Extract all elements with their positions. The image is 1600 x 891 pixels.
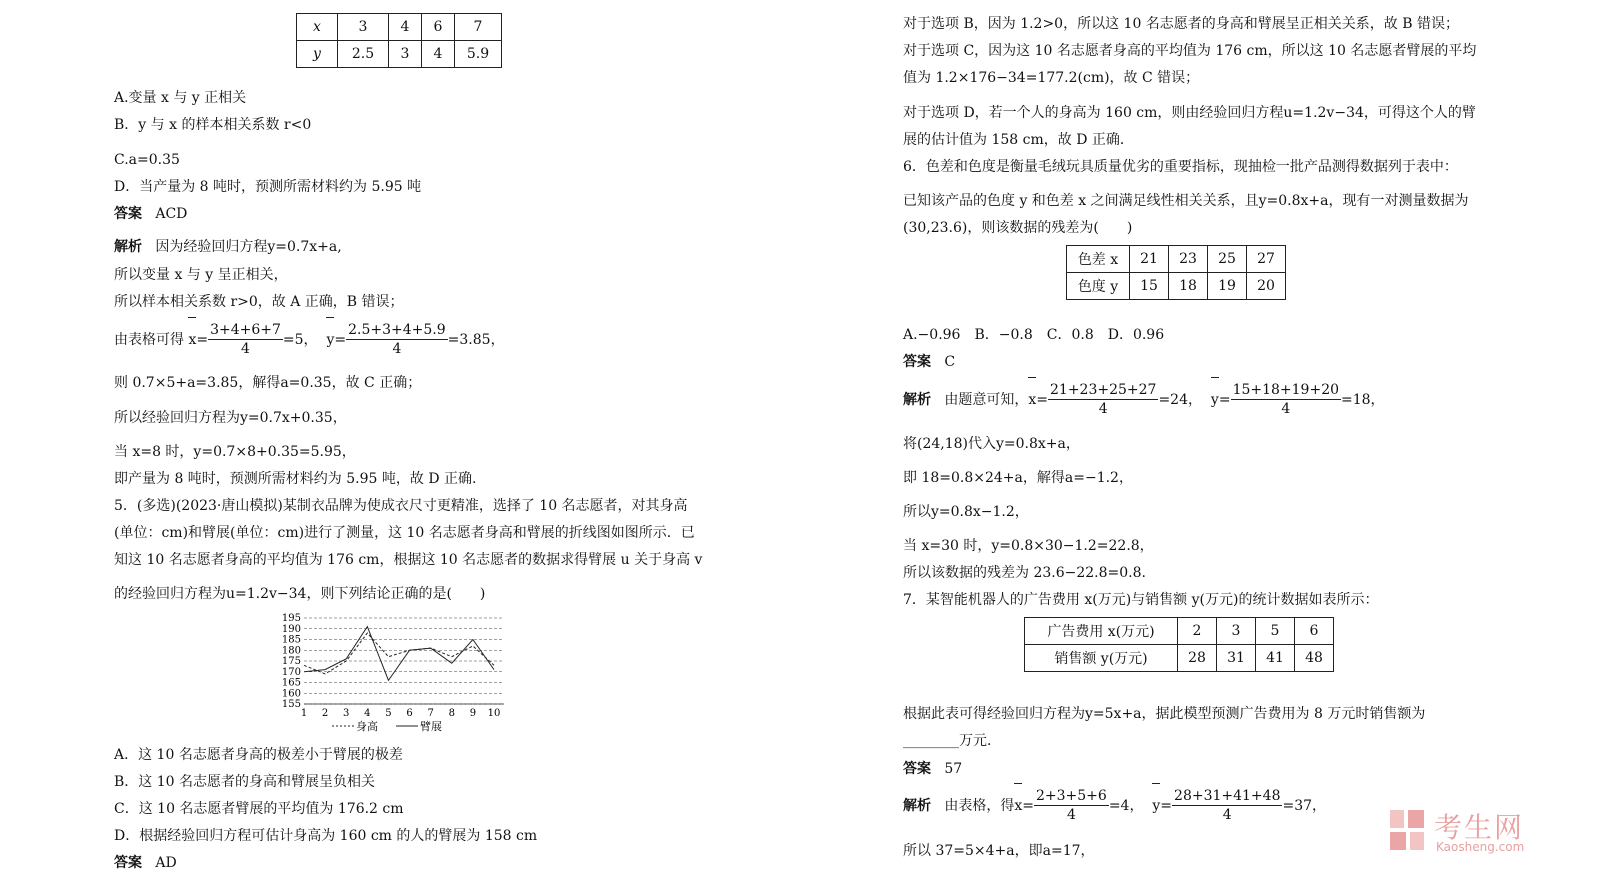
fraction [208, 321, 283, 358]
y-tick-label: 180 [281, 645, 301, 657]
answer-label: 答案 [903, 354, 931, 370]
q6-analysis-line-5: 当 x=30 时，y=0.8×30−1.2=22.8， [903, 538, 1154, 554]
table-cell: 48 [1295, 645, 1334, 672]
fraction-numerator: 21+23+25+27 [1050, 381, 1157, 398]
analysis-line-6: 所以经验回归方程为y=0.7x+0.35， [114, 410, 347, 426]
q5-option-c: C．这 10 名志愿者臂展的平均值为 176.2 cm [114, 801, 404, 817]
fraction-denominator: 4 [392, 340, 402, 357]
left-column [114, 0, 703, 891]
q6-analysis-line-2: 将(24,18)代入y=0.8x+a， [903, 436, 1080, 452]
x-tick-label: 10 [487, 708, 501, 719]
fraction-numerator: 28+31+41+48 [1174, 787, 1281, 804]
x-tick-label: 6 [406, 708, 413, 719]
q7-analysis-line-1: 解析 由表格，得x= $\frac{2+3+5+6}{4}$ =4， y= $\frac{28+31+41+48}{4}$ =37， [903, 786, 1326, 826]
x-tick-label: 9 [469, 708, 477, 719]
line-chart [274, 610, 534, 735]
question-5-line-1: 5．(多选)(2023·唐山模拟)某制衣品牌为使成衣尺寸更精准，选择了 10 名志愿者，对其身高 [114, 498, 688, 514]
table-row [297, 14, 502, 41]
table-cell: 3 [389, 41, 422, 68]
x-bar: x [1028, 380, 1036, 420]
fraction [1172, 787, 1282, 824]
fraction-denominator: 4 [1066, 806, 1076, 823]
option-b: B．y 与 x 的样本相关系数 r<0 [114, 117, 312, 133]
fraction-denominator: 4 [1222, 806, 1232, 823]
table-row [1025, 618, 1334, 645]
x-bar: x [188, 320, 196, 360]
table-cell: 21 [1130, 246, 1169, 273]
table-cell: 2 [1178, 618, 1217, 645]
q6-answer-line [903, 352, 955, 372]
y-tick-label: 175 [281, 656, 301, 667]
analysis-label: 解析 [903, 798, 931, 814]
table-cell: 色度 y [1067, 273, 1130, 300]
fraction-numerator: 3+4+6+7 [210, 321, 281, 338]
y-tick-label: 165 [281, 677, 301, 689]
watermark-logo [1388, 806, 1538, 858]
analysis-line-5: 则 0.7×5+a=3.85，解得a=0.35，故 C 正确； [114, 375, 422, 391]
table-cell: 15 [1130, 273, 1169, 300]
table-cell: 20 [1247, 273, 1286, 300]
table-cell: 2.5 [338, 41, 389, 68]
table-cell: 18 [1169, 273, 1208, 300]
series-line-height [304, 633, 494, 674]
legend-label: 身高 [356, 720, 378, 733]
table-cell: 广告费用 x(万元) [1025, 618, 1178, 645]
table-cell: 25 [1208, 246, 1247, 273]
q6-analysis-line-1: 解析 由题意可知，x= $\frac{21+23+25+27}{4}$ =24， y= $\frac{15+18+19+20}{4}$ =18， [903, 380, 1385, 420]
table-cell: 19 [1208, 273, 1247, 300]
table-cell: 4 [422, 41, 455, 68]
question-7-line-1: 7．某智能机器人的广告费用 x(万元)与销售额 y(万元)的统计数据如表所示： [903, 592, 1379, 608]
table-cell: 色差 x [1067, 246, 1130, 273]
fraction [1034, 787, 1109, 824]
analysis-line-2: 所以变量 x 与 y 呈正相关， [114, 267, 288, 283]
table-cell: 23 [1169, 246, 1208, 273]
formula-prefix: 由题意可知， [944, 392, 1029, 408]
data-table-q7 [1024, 617, 1334, 672]
formula-end: =37， [1282, 798, 1327, 814]
legend-label: 臂展 [420, 720, 442, 733]
q5-option-d: D．根据经验回归方程可估计身高为 160 cm 的人的臂展为 158 cm [114, 828, 538, 844]
table-row [1067, 273, 1286, 300]
answer-line [114, 204, 187, 224]
q7-answer-line [903, 759, 962, 779]
analysis-label: 解析 [114, 239, 142, 255]
table-cell: 4 [389, 14, 422, 41]
formula-end: =3.85， [447, 332, 505, 348]
question-7-line-3: ________万元． [903, 733, 1001, 749]
analysis-line-4: 由表格可得 x= $\frac{3+4+6+7}{4}$ =5， y= $\frac{2.5+3+4+5.9}{4}$ =3.85， [114, 320, 505, 360]
analysis-label: 解析 [903, 392, 931, 408]
q5-answer-line [114, 853, 177, 873]
answer-label: 答案 [903, 761, 931, 777]
formula-end: =18， [1341, 392, 1385, 408]
x-tick-label: 1 [300, 708, 308, 719]
data-table-q6 [1066, 245, 1286, 300]
table-cell: 6 [422, 14, 455, 41]
table-cell: 31 [1217, 645, 1256, 672]
answer-value: ACD [155, 206, 188, 222]
question-6-line-3: (30,23.6)，则该数据的残差为( ) [903, 220, 1133, 236]
y-tick-label: 195 [281, 613, 301, 624]
y-bar: y [326, 320, 334, 360]
table-cell: 3 [1217, 618, 1256, 645]
analysis-line-3: 所以样本相关系数 r>0，故 A 正确，B 错误； [114, 294, 404, 310]
question-5-line-4: 的经验回归方程为u=1.2v−34，则下列结论正确的是( ) [114, 586, 486, 602]
table-cell: 5.9 [455, 41, 502, 68]
x-tick-label: 8 [448, 708, 455, 719]
fraction [1048, 381, 1158, 418]
x-tick-label: 5 [385, 708, 392, 719]
right-line-5: 展的估计值为 158 cm，故 D 正确． [903, 132, 1134, 148]
y-tick-label: 170 [281, 666, 301, 678]
right-line-3: 值为 1.2×176−34=177.2(cm)，故 C 错误； [903, 70, 1200, 86]
x-tick-label: 7 [427, 708, 434, 719]
fraction-denominator: 4 [241, 340, 250, 357]
x-bar: x [1014, 786, 1022, 826]
fraction-denominator: 4 [1098, 400, 1108, 417]
right-column [903, 0, 1477, 891]
logo-icon [1388, 808, 1428, 854]
y-tick-label: 185 [281, 634, 301, 646]
q5-option-b: B．这 10 名志愿者的身高和臂展呈负相关 [114, 774, 376, 790]
option-d: D．当产量为 8 吨时，预测所需材料约为 5.95 吨 [114, 179, 422, 195]
table-cell: 3 [338, 14, 389, 41]
table-row [1067, 246, 1286, 273]
right-line-1: 对于选项 B，因为 1.2>0，所以这 10 名志愿者的身高和臂展呈正相关关系，故 B 错误； [903, 16, 1459, 32]
fraction-denominator: 4 [1281, 400, 1291, 417]
question-5-line-3: 知这 10 名志愿者身高的平均值为 176 cm，根据这 10 名志愿者的数据求得臂展 u 关于身高 v [114, 552, 703, 568]
y-tick-label: 190 [281, 623, 301, 635]
answer-value: 57 [944, 761, 963, 777]
table-cell: 销售额 y(万元) [1025, 645, 1178, 672]
table-cell: 5 [1256, 618, 1295, 645]
q5-option-a: A．这 10 名志愿者身高的极差小于臂展的极差 [114, 747, 403, 763]
x-tick-label: 3 [343, 708, 350, 719]
right-line-4: 对于选项 D，若一个人的身高为 160 cm，则由经验回归方程u=1.2v−34，可得这个人的臂 [903, 105, 1476, 121]
watermark-cn: 考生网 [1434, 811, 1525, 844]
table-cell: 7 [455, 14, 502, 41]
q6-options: A.−0.96 B．−0.8 C．0.8 D．0.96 [903, 327, 1165, 343]
analysis-line-1 [114, 237, 342, 257]
fraction-numerator: 15+18+19+20 [1232, 381, 1340, 398]
x-tick-label: 2 [321, 708, 329, 719]
formula-mid: =24， [1158, 392, 1202, 408]
formula-prefix: 由表格可得 [114, 332, 184, 348]
table-cell: 28 [1178, 645, 1217, 672]
table-cell: 27 [1247, 246, 1286, 273]
x-tick-label: 4 [364, 708, 371, 719]
q6-analysis-line-3: 即 18=0.8×24+a，解得a=−1.2， [903, 470, 1133, 486]
y-bar: y [1211, 380, 1219, 420]
analysis-text: 因为经验回归方程y=0.7x+a, [155, 239, 342, 255]
q6-analysis-line-4: 所以y=0.8x−1.2， [903, 504, 1029, 520]
fraction [1231, 381, 1341, 418]
right-line-2: 对于选项 C，因为这 10 名志愿者身高的平均值为 176 cm，所以这 10 名志愿者臂展的平均 [903, 43, 1477, 59]
question-6-line-2: 已知该产品的色度 y 和色差 x 之间满足线性相关关系，且y=0.8x+a，现有一对测量数据为 [903, 193, 1469, 209]
fraction-numerator: 2.5+3+4+5.9 [348, 321, 446, 338]
table-cell: x [297, 14, 338, 41]
formula-mid: =5， [282, 332, 318, 348]
formula-prefix: 由表格，得 [944, 798, 1015, 814]
answer-label: 答案 [114, 206, 142, 222]
option-c: C.a=0.35 [114, 152, 180, 168]
y-bar: y [1152, 786, 1160, 826]
answer-label: 答案 [114, 855, 142, 871]
answer-value: AD [155, 855, 177, 871]
q6-analysis-line-6: 所以该数据的残差为 23.6−22.8=0.8. [903, 565, 1146, 581]
question-5-line-2: (单位：cm)和臂展(单位：cm)进行了测量，这 10 名志愿者身高和臂展的折线图如图所示．已 [114, 525, 695, 541]
table-row [1025, 645, 1334, 672]
fraction [346, 321, 448, 358]
analysis-line-8: 即产量为 8 吨时，预测所需材料约为 5.95 吨，故 D 正确. [114, 471, 477, 487]
question-7-line-2: 根据此表可得经验回归方程为y=5x+a，据此模型预测广告费用为 8 万元时销售额为 [903, 706, 1426, 722]
formula-mid: =4， [1108, 798, 1144, 814]
table-cell: 41 [1256, 645, 1295, 672]
watermark-en: Kaosheng.com [1436, 840, 1525, 854]
table-cell: 6 [1295, 618, 1334, 645]
question-6-line-1: 6．色差和色度是衡量毛绒玩具质量优劣的重要指标，现抽检一批产品测得数据列于表中： [903, 159, 1458, 175]
data-table-top [296, 13, 502, 68]
q7-analysis-line-2: 所以 37=5×4+a，即a=17， [903, 843, 1095, 859]
analysis-line-7: 当 x=8 时，y=0.7×8+0.35=5.95， [114, 444, 356, 460]
fraction-numerator: 2+3+5+6 [1036, 787, 1107, 804]
y-tick-label: 155 [281, 699, 301, 710]
table-row [297, 41, 502, 68]
answer-value: C [944, 354, 956, 370]
table-cell: y [297, 41, 338, 68]
option-a: A.变量 x 与 y 正相关 [114, 90, 247, 106]
y-tick-label: 160 [281, 688, 301, 700]
